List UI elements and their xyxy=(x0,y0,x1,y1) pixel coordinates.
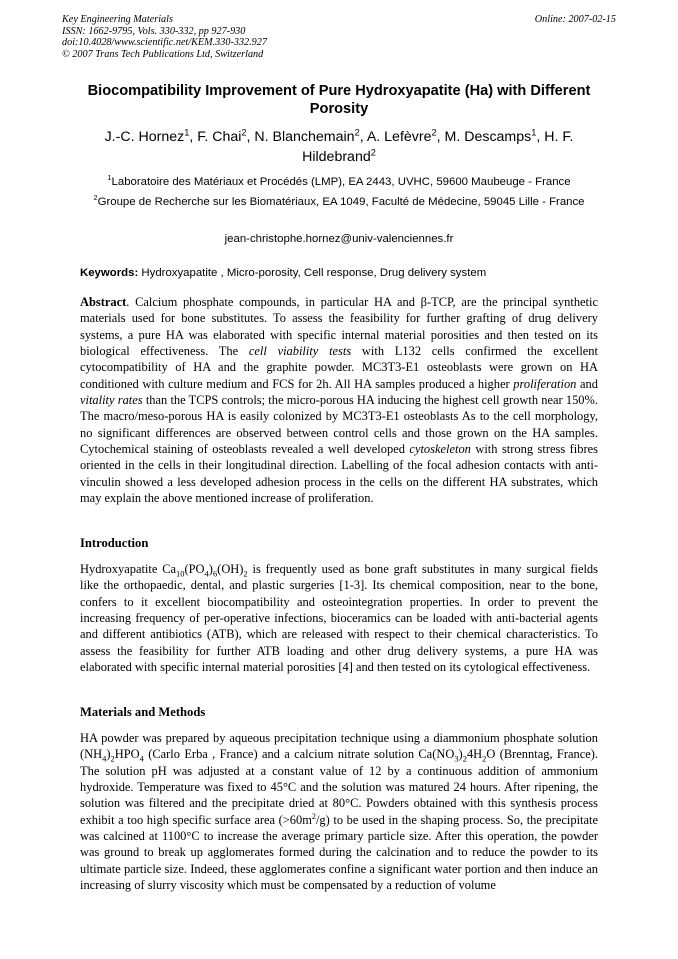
journal-doi: doi:10.4028/www.scientific.net/KEM.330-332.927 xyxy=(62,37,267,49)
author: J.-C. Hornez$^1$, xyxy=(104,127,198,145)
contact-email: jean-christophe.hornez@univ-valenciennes.fr xyxy=(224,233,454,245)
author: H. F. Hildebrand$^2$ xyxy=(302,129,574,165)
author: M. Descamps$^1$, xyxy=(444,127,545,145)
keywords-text: Hydroxyapatite , Micro-porosity, Cell response, Drug delivery system xyxy=(138,267,487,279)
keywords-label: Keywords: xyxy=(80,267,139,279)
author: N. Blanchemain$^2$, xyxy=(254,127,367,145)
online-date: Online: 2007-02-15 xyxy=(534,14,616,25)
affiliation-2: $^2$Groupe de Recherche sur les Biomatériaux, EA 1049, Faculté de Médecine, 59045 Lille - France xyxy=(93,193,585,208)
abstract-label: Abstract xyxy=(80,295,127,309)
methods-paragraph: HA powder was prepared by aqueous precipitation technique using a diammonium phosphate solution $(NH_4)_2HPO_4$ (Carlo Erba , France) and a calcium nitrate solution $Ca(NO_3)_24H_2O$ (Brenntag, France). The solution pH was adjusted at a constant value of 12 by a continuous addition of ammonium hydroxide. Temperature was fixed to 45°C and the solution was matured 24 hours. After ripening, the solution was filtered and the precipitate dried at 80°C. Powders obtained with this synthesis process exhibit a too high specific surface area $(>60m^2/g)$ to be used in the shaping process. So, the precipitate was calcined at 1100°C to increase the average primary particle size. After this operation, the powder was ground to break up agglomerates formed during the calcination and to reduce the powder to its ultimate particle size. Indeed, these agglomerates confine a significant water portion and then induce an increasing of slurry viscosity which must be compensated by a reduction of volume xyxy=(80,731,598,893)
author: F. Chai$^2$, xyxy=(197,127,255,145)
introduction-heading: Introduction xyxy=(80,536,149,550)
keywords xyxy=(80,265,598,281)
paper-title: Biocompatibility Improvement of Pure Hydroxyapatite (Ha) with Different Porosity xyxy=(87,83,591,117)
affiliation-1: $^1$Laboratoire des Matériaux et Procédés (LMP), EA 2443, UVHC, 59600 Maubeuge - France xyxy=(107,173,571,188)
methods-heading: Materials and Methods xyxy=(80,705,206,719)
introduction-paragraph: Hydroxyapatite $Ca_{10}(PO_4)_6(OH)_2$ is frequently used as bone graft substitutes in many surgical fields like the orthopaedic, dental, and plastic surgeries [1-3]. Its chemical composition, near to the bone, confers to it excellent biocompatibility and osteointegration properties. In order to prevent the increasing frequency of per-operative infections, bioceramics can be loaded with anti-bacterial agents and different antibiotics (ATB), which are released with respect to their chemical characteristics. To assess the feasibility for further ATB loading and other drug delivery systems, a pure HA was elaborated with specific internal material porosities [4] and then tested on its cytological effectiveness. xyxy=(80,562,598,675)
author: A. Lefèvre$^2$, xyxy=(366,127,445,145)
abstract: Abstract. Calcium phosphate compounds, in particular HA and β-TCP, are the principal synthetic materials used for bone substitutes. To assess the feasibility for further grafting of drug delivery systems, a pure HA was elaborated with specific internal material porosities and then tested on its biological effectiveness. The cell viability tests with L132 cells confirmed the excellent cytocompatibility of HA and the graphite powder. MC3T3-E1 osteoblasts were grown on HA conditioned with culture medium and FCS for 2h. All HA samples produced a higher proliferation and vitality rates than the TCPS controls; the micro-porous HA inducing the highest cell growth near 150%. The macro/meso-porous HA is easily colonized by MC3T3-E1 osteoblasts As to the cell morphology, no significant differences are observed between control cells and those grown on the HA samples. Cytochemical staining of osteoblasts revealed a well developed cytoskeleton with strong stress fibres oriented in the cells in their longitudinal direction. Labelling of the focal adhesion contacts with anti-vinculin showed a less developed adhesion process in the cells on the different HA substrates, which may explain the above mentioned increase of proliferation. xyxy=(80,295,598,506)
journal-issn: ISSN: 1662-9795, Vols. 330-332, pp 927-930 xyxy=(62,25,246,37)
author-list xyxy=(70,127,608,167)
journal-name: Key Engineering Materials xyxy=(62,14,173,25)
journal-copyright: © 2007 Trans Tech Publications Ltd, Switzerland xyxy=(62,48,264,60)
journal-header xyxy=(62,14,616,60)
